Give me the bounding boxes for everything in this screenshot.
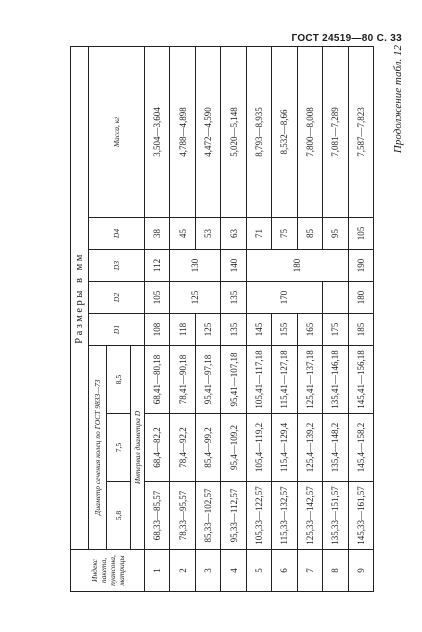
cell-mass: 5,020—5,148 [221, 46, 246, 217]
cell-mass: 4,788—4,898 [170, 46, 195, 217]
d4-header: D4 [89, 218, 145, 250]
row-index: 7 [297, 550, 322, 592]
sizes-header: Размеры в мм [71, 46, 89, 549]
cell-85: 105,41—117,18 [246, 346, 271, 414]
section-58-header: 5,8 [107, 482, 131, 550]
cell-58: 125,33—142,57 [297, 482, 322, 550]
cell-58: 68,33—85,57 [145, 482, 170, 550]
cell-58: 135,33—151,57 [323, 482, 348, 550]
table-row [195, 46, 220, 591]
cell-d2 [323, 282, 348, 314]
cell-75: 115,4—129,4 [272, 414, 297, 482]
cell-75: 78,4—92,2 [170, 414, 195, 482]
cell-mass: 8,793—8,935 [246, 46, 271, 217]
cell-d3: 130 [170, 250, 221, 282]
cell-85: 95,41—107,18 [221, 346, 246, 414]
cell-75: 68,4—82,2 [145, 414, 170, 482]
cell-mass: 3,504—3,604 [145, 46, 170, 217]
cell-58: 145,33—161,57 [348, 482, 374, 550]
cell-d2: 105 [145, 282, 170, 314]
cell-d3: 180 [246, 250, 348, 282]
cell-mass: 4,472—4,590 [195, 46, 220, 217]
cell-85: 115,41—127,18 [272, 346, 297, 414]
d1-header: D1 [89, 314, 145, 346]
cell-d2: 135 [221, 282, 246, 314]
cell-d4: 85 [297, 218, 322, 250]
table-row [170, 46, 195, 591]
cell-d1: 135 [221, 314, 246, 346]
cell-58: 115,33—132,57 [272, 482, 297, 550]
mass-header: Масса, кг [89, 46, 145, 217]
cell-85: 68,41—80,18 [145, 346, 170, 414]
row-index: 1 [145, 550, 170, 592]
cell-58: 78,33—95,57 [170, 482, 195, 550]
cell-75: 145,4—158,2 [348, 414, 374, 482]
dimensions-table [70, 47, 374, 592]
cell-d1: 155 [272, 314, 297, 346]
cell-75: 95,4—109,2 [221, 414, 246, 482]
rotated-table-area [4, 35, 404, 600]
cell-d4: 38 [145, 218, 170, 250]
table-row [221, 46, 246, 591]
row-index: 6 [272, 550, 297, 592]
cell-d2: 170 [246, 282, 322, 314]
cell-85: 125,41—137,18 [297, 346, 322, 414]
cell-75: 135,4—148,2 [323, 414, 348, 482]
row-index: 2 [170, 550, 195, 592]
diameter-header: Диаметр сечения колец по ГОСТ 9833—73 [89, 346, 107, 550]
cell-58: 85,33—102,57 [195, 482, 220, 550]
cell-85: 95,41—97,18 [195, 346, 220, 414]
page-header: ГОСТ 24519—80 С. 33 [291, 33, 402, 44]
cell-d4: 75 [272, 218, 297, 250]
cell-d2: 180 [348, 282, 374, 314]
cell-d2: 125 [170, 282, 221, 314]
cell-mass: 8,532—8,66 [272, 46, 297, 217]
cell-d4: 105 [348, 218, 374, 250]
row-index: 4 [221, 550, 246, 592]
cell-d4: 53 [195, 218, 220, 250]
cell-85: 78,41—90,18 [170, 346, 195, 414]
cell-mass: 7,587—7,823 [348, 46, 374, 217]
d2-header: D2 [89, 282, 145, 314]
cell-75: 105,4—119,2 [246, 414, 271, 482]
d3-header: D3 [89, 250, 145, 282]
cell-mass: 7,081—7,289 [323, 46, 348, 217]
cell-d1: 185 [348, 314, 374, 346]
cell-75: 85,4—99,2 [195, 414, 220, 482]
row-index: 5 [246, 550, 271, 592]
table-row [297, 46, 322, 591]
cell-d1: 145 [246, 314, 271, 346]
table-continuation-label: Продолжение табл. 12 [392, 45, 404, 154]
cell-58: 95,33—112,57 [221, 482, 246, 550]
cell-d4: 63 [221, 218, 246, 250]
cell-85: 135,41—146,18 [323, 346, 348, 414]
cell-75: 125,4—139,2 [297, 414, 322, 482]
row-index: 8 [323, 550, 348, 592]
section-85-header: 8,5 [107, 346, 131, 414]
cell-d3: 140 [221, 250, 246, 282]
cell-d4: 45 [170, 218, 195, 250]
cell-d3: 112 [145, 250, 170, 282]
cell-d1: 125 [195, 314, 220, 346]
row-index: 3 [195, 550, 220, 592]
index-header: Индекс пакета, пуансона, матрицы [71, 550, 145, 592]
cell-58: 105,33—122,57 [246, 482, 271, 550]
table-row [323, 46, 348, 591]
cell-d1: 165 [297, 314, 322, 346]
cell-d1: 108 [145, 314, 170, 346]
cell-d4: 95 [323, 218, 348, 250]
cell-d1: 175 [323, 314, 348, 346]
section-75-header: 7,5 [107, 414, 131, 482]
table-row [348, 46, 374, 591]
row-index: 9 [348, 550, 374, 592]
cell-d4: 71 [246, 218, 271, 250]
cell-d1: 118 [170, 314, 195, 346]
table-row [272, 46, 297, 591]
interval-header: Интервал диаметра D [131, 346, 145, 550]
table-row [145, 46, 170, 591]
cell-d3: 190 [348, 250, 374, 282]
cell-85: 145,41—156,18 [348, 346, 374, 414]
cell-mass: 7,800—8,008 [297, 46, 322, 217]
table-row [246, 46, 271, 591]
